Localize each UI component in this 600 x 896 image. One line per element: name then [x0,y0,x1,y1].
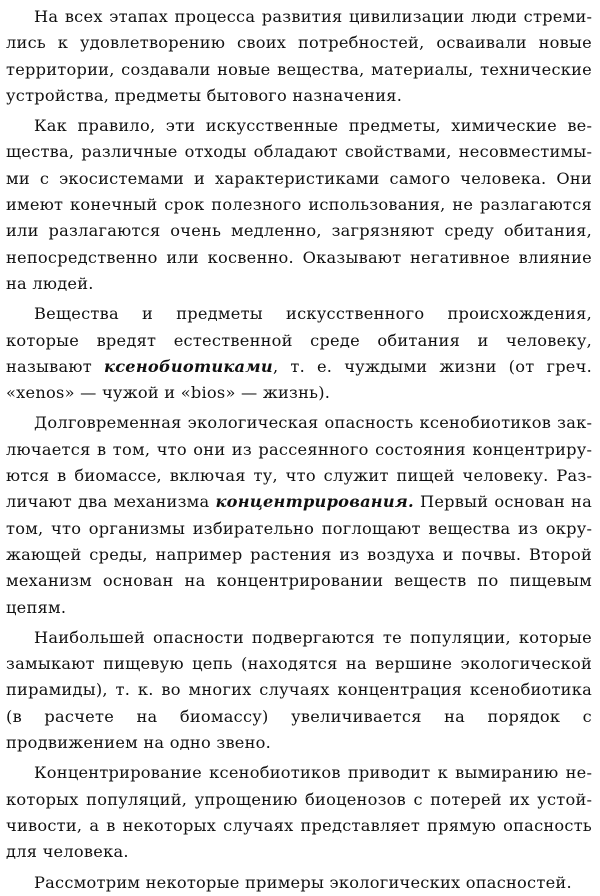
paragraph-text: Первый основан на том, что организмы избирательно поглощают вещества из окружающей среды, например растения из воздуха и почвы. Второй механизм основан на концентрировании веществ по пищевым цепям. [6,492,592,617]
paragraph-text: Долговременная экологическая опасность ксенобиотиков заключается в том, что они из рассеянного состояния концентрируются в биомассе, включая ту, что служит пищей человеку. Различают два механизма [6,413,592,512]
paragraph-text: Рассмотрим некоторые примеры экологических опасностей. [34,872,572,892]
paragraph-1 [6,4,592,109]
paragraph-4 [6,410,592,620]
paragraph-text: Как правило, эти искусственные предметы, химические вещества, различные отходы обладают свойствами, несовместимыми с экосистемами и характеристиками самого человека. Они имеют конечный срок полезного использования, не разлагаются или разлагаются очень медленно, загрязняют среду обитания, непосредственно или косвенно. Оказывают негативное влияние на людей. [6,116,592,293]
paragraph-7 [6,870,592,896]
paragraph-text: На всех этапах процесса развития цивилизации люди стремились к удовлетворению своих потребностей, осваивали новые территории, создавали новые вещества, материалы, технические устройства, предметы бытового назначения. [6,7,592,105]
paragraph-5 [6,625,592,756]
term-xenobiotics: ксенобиотиками [103,356,273,376]
paragraph-6 [6,760,592,865]
paragraph-text: Вещества и предметы искусственного происхождения, которые вредят естественной среде обитания и человеку, называют [6,304,592,376]
paragraph-text: Наибольшей опасности подвергаются те популяции, которые замыкают пищевую цепь (находятся на вершине экологической пирамиды), т. к. во многих случаях концентрация ксенобиотика (в расчете на биомассу) увеличивается на порядок с продвижением на одно звено. [6,627,592,753]
paragraph-2 [6,113,592,297]
page-text [6,4,592,896]
paragraph-text: Концентрирование ксенобиотиков приводит к вымиранию некоторых популяций, упрощению биоценозов с потерей их устойчивости, а в некоторых случаях представляет прямую опасность для человека. [6,763,592,862]
term-concentration: концентрирования. [215,492,414,512]
paragraph-3 [6,301,592,406]
paragraph-text: , т. е. чуждыми жизни (от греч. «xenos» — чужой и «bios» — жизнь). [6,356,592,403]
